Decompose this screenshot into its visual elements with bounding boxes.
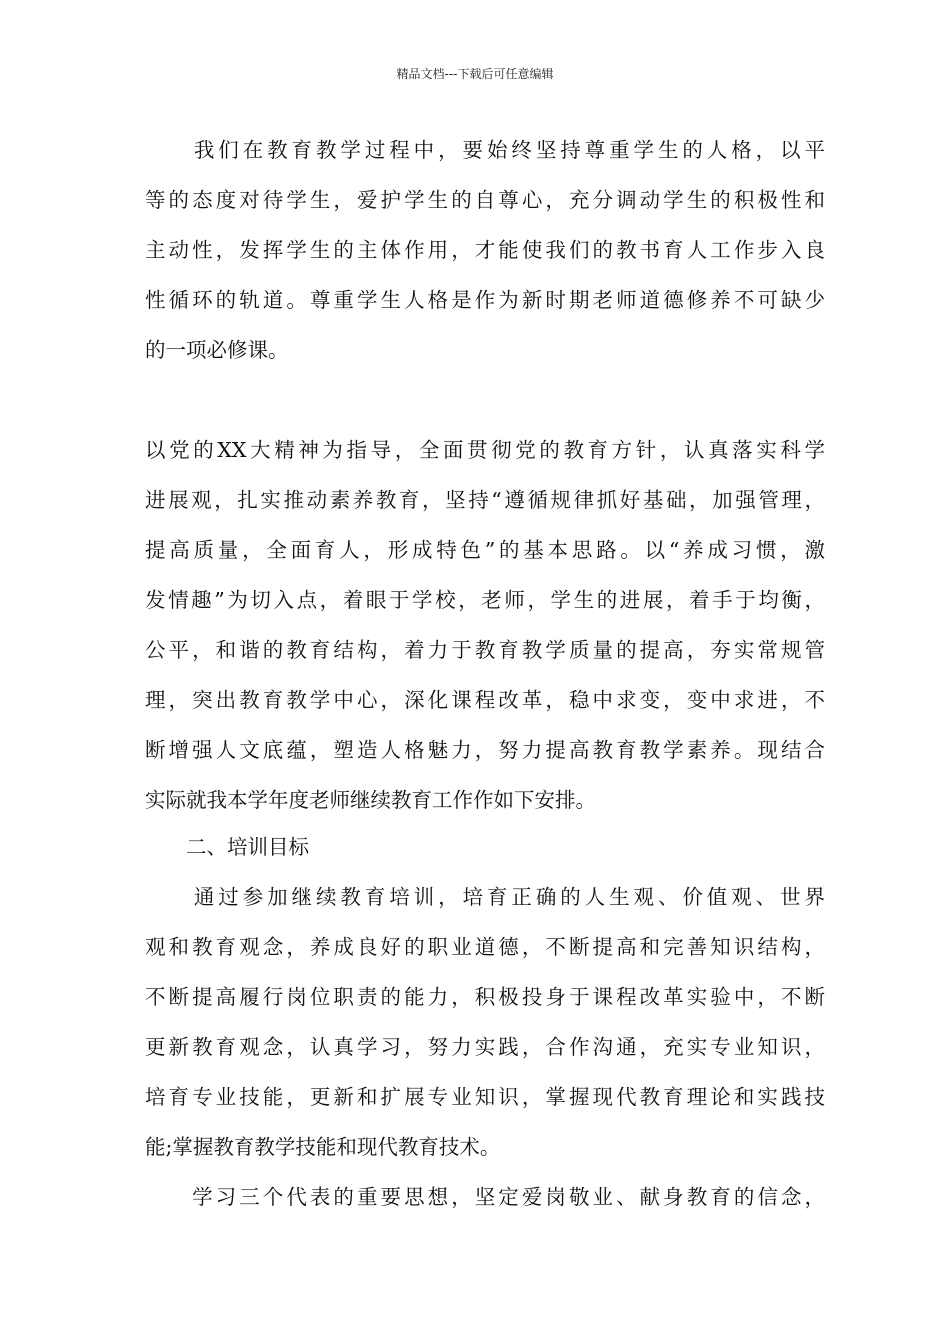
paragraph-respect-students: [145, 138, 825, 388]
text-line: 理，突出教育教学中心，深化课程改革，稳中求变，变中求进，不: [145, 688, 825, 712]
text-line: 提高质量，全面育人，形成特色”的基本思路。以“养成习惯，激: [145, 538, 825, 562]
section-training-goals: [145, 835, 825, 1235]
text-line: 不断提高履行岗位职责的能力，积极投身于课程改革实验中，不断: [145, 985, 825, 1009]
section-heading: 二、培训目标: [145, 835, 309, 859]
paragraph-guiding-ideology: [145, 438, 825, 838]
text-line: 断增强人文底蕴，塑造人格魅力，努力提高教育教学素养。现结合: [145, 738, 825, 762]
text-line: 实际就我本学年度老师继续教育工作作如下安排。: [145, 788, 596, 812]
text-line: 公平，和谐的教育结构，着力于教育教学质量的提高，夯实常规管: [145, 638, 825, 662]
page-header: 精品文档---下载后可任意编辑: [396, 67, 554, 81]
text-line: 性循环的轨道。尊重学生人格是作为新时期老师道德修养不可缺少: [145, 288, 825, 312]
text-line: 观和教育观念，养成良好的职业道德，不断提高和完善知识结构，: [145, 935, 825, 959]
text-line: 的一项必修课。: [145, 338, 289, 362]
text-line: 更新教育观念，认真学习，努力实践，合作沟通，充实专业知识，: [145, 1035, 825, 1059]
text-line: 学习三个代表的重要思想，坚定爱岗敬业、献身教育的信念，: [145, 1185, 825, 1209]
text-line: 培育专业技能，更新和扩展专业知识，掌握现代教育理论和实践技: [145, 1085, 825, 1109]
text-line: 通过参加继续教育培训，培育正确的人生观、价值观、世界: [145, 885, 825, 909]
text-line: 能;掌握教育教学技能和现代教育技术。: [145, 1135, 501, 1159]
text-line: 我们在教育教学过程中，要始终坚持尊重学生的人格，以平: [145, 138, 825, 162]
text-line: 进展观，扎实推动素养教育，坚持“遵循规律抓好基础，加强管理，: [145, 488, 825, 512]
text-line: 以党的XX大精神为指导，全面贯彻党的教育方针，认真落实科学: [145, 438, 825, 462]
text-line: 发情趣”为切入点，着眼于学校，老师，学生的进展，着手于均衡，: [145, 588, 825, 612]
text-line: 主动性，发挥学生的主体作用，才能使我们的教书育人工作步入良: [145, 238, 825, 262]
text-line: 等的态度对待学生，爱护学生的自尊心，充分调动学生的积极性和: [145, 188, 825, 212]
